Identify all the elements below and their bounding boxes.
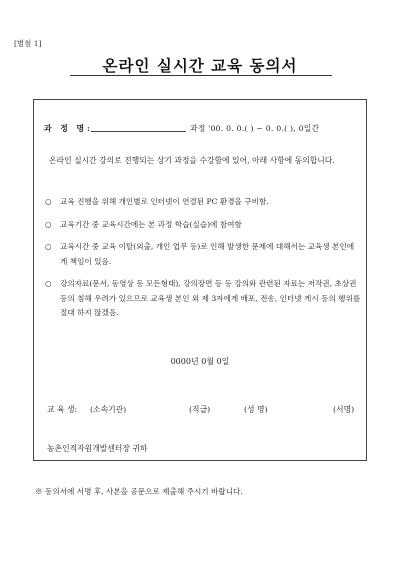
page-title: 온라인 실시간 교육 동의서 xyxy=(102,57,298,75)
signature-sign: (서명) xyxy=(333,405,355,414)
consent-item-text: 교육시간 중 교육 이탈(외출, 개인 업무 등)로 인해 발생한 문제에 대해서는 교육생 본인에게 책임이 있음. xyxy=(60,242,355,266)
bullet-circle-icon: ○ xyxy=(45,197,52,206)
signature-affiliation: (소속기관) xyxy=(90,405,127,414)
consent-item xyxy=(43,218,361,233)
consent-item-text: 강의자료(문서, 동영상 등 모든형태), 강의장면 등 등 강의와 관련된 자료는 저작권, 초상권 등의 침해 우려가 있으므로 교육생 본인 외 제 3자에게 배포, 전송, 인터넷 게시 등의 행위를 절대 하지 않겠음. xyxy=(60,279,361,317)
course-name-blank xyxy=(91,131,186,132)
course-label: 과 정 명: xyxy=(44,124,93,133)
consent-item-text: 교육 진행을 위해 개인별로 인터넷이 연결된 PC 환경을 구비함. xyxy=(60,197,269,206)
recipient: 농촌인적자원개발센터장 귀하 xyxy=(47,444,148,453)
bullet-circle-icon: ○ xyxy=(45,242,52,251)
course-period: 과정 '00. 0. 0.( ) ~ 0. 0.( ), 0일간 xyxy=(190,124,320,133)
signature-label: 교 육 생: xyxy=(47,405,78,414)
consent-item xyxy=(43,240,361,269)
title-underline xyxy=(70,75,332,76)
consent-date: 0000년 0월 0일 xyxy=(170,357,230,366)
attachment-label: [별첨 1] xyxy=(14,39,42,48)
bullet-circle-icon: ○ xyxy=(45,219,52,229)
consent-form-box xyxy=(33,99,367,461)
signature-name: (성 명) xyxy=(244,405,268,414)
consent-item xyxy=(43,195,361,210)
consent-items xyxy=(43,195,361,329)
consent-item-text: 교육기간 중 교육시간에는 본 과정 학습(실습)에 참여함 xyxy=(60,219,242,229)
intro-text: 온라인 실시간 강의로 진행되는 상기 과정을 수강함에 있어, 아래 사항에 동의합니다. xyxy=(49,156,335,165)
footnote: ※ 동의서에 서명 후, 사본을 공문으로 제출해 주시기 바랍니다. xyxy=(35,487,243,496)
bullet-circle-icon: ○ xyxy=(45,279,52,288)
signature-rank: (직급) xyxy=(189,405,211,414)
consent-item xyxy=(43,277,361,321)
